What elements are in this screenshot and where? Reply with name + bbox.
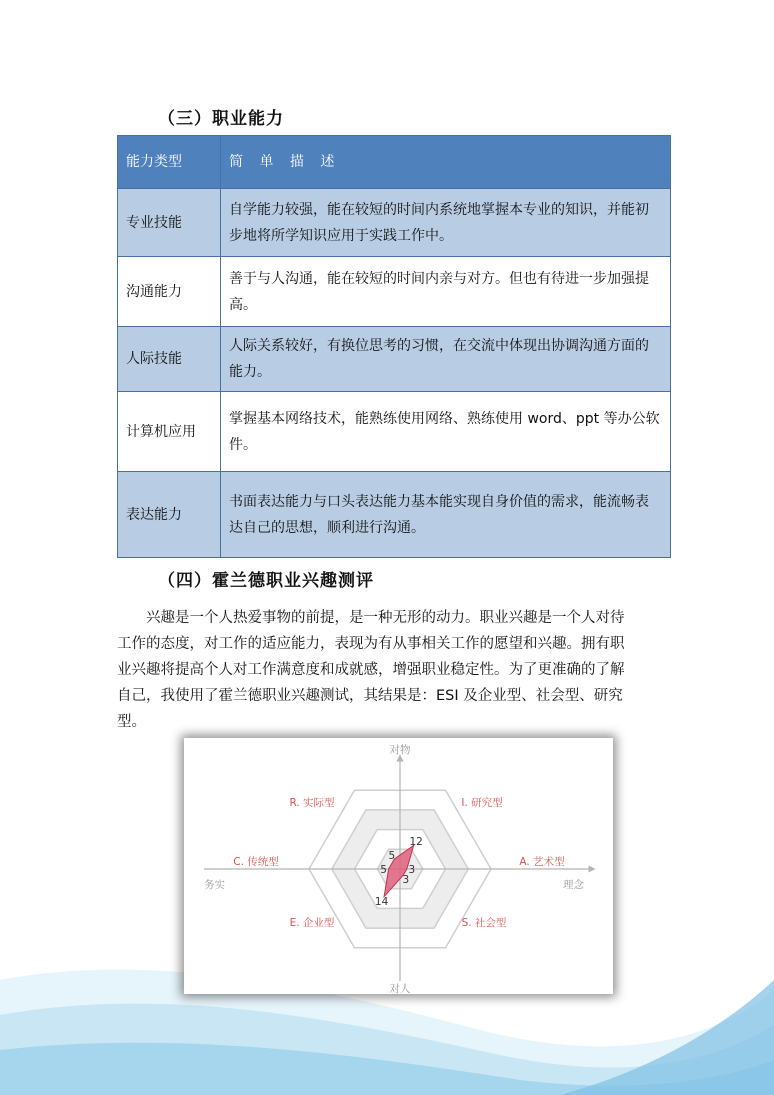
radar-value-label: 5 (380, 864, 387, 876)
axis-label-right: 理念 (563, 879, 584, 891)
header-description: 简 单 描 述 (221, 136, 671, 189)
category-label-i: I. 研究型 (461, 797, 503, 809)
ability-type-cell: 表达能力 (118, 472, 221, 558)
ability-table (117, 135, 671, 558)
radar-value-label: 3 (402, 874, 410, 887)
section-title-career-ability: （三）职业能力 (158, 109, 284, 129)
ability-desc-cell: 自学能力较强，能在较短的时间内系统地掌握本专业的知识，并能初步地将所学知识应用于实践工作中。 (221, 189, 671, 257)
section-title-holland-test: （四）霍兰德职业兴趣测评 (158, 571, 374, 591)
ability-type-cell: 沟通能力 (118, 257, 221, 327)
table-header-row (118, 136, 671, 189)
paragraph-line: 兴趣是一个人热爱事物的前提，是一种无形的动力。职业兴趣是一个人对待 (146, 610, 625, 626)
category-label-r: R. 实际型 (289, 797, 335, 809)
paragraph-line: 自己，我使用了霍兰德职业兴趣测试，其结果是：ESI 及企业型、社会型、研究 (117, 688, 623, 704)
ability-desc-cell: 善于与人沟通，能在较短的时间内亲与对方。但也有待进一步加强提高。 (221, 257, 671, 327)
ability-desc-cell: 书面表达能力与口头表达能力基本能实现自身价值的需求，能流畅表达自己的思想，顺利进行沟通。 (221, 472, 671, 558)
ability-type-cell: 人际技能 (118, 327, 221, 392)
holland-radar-chart (184, 738, 613, 994)
paragraph-line: 型。 (117, 714, 146, 730)
radar-value-label: 14 (374, 895, 389, 908)
category-label-c: C. 传统型 (233, 856, 279, 868)
category-label-a: A. 艺术型 (519, 856, 565, 868)
radar-value-label: 5 (388, 849, 396, 862)
radar-svg (184, 738, 613, 994)
radar-value-label: 3 (408, 864, 416, 876)
axis-label-left: 务实 (204, 879, 225, 891)
paragraph-line: 业兴趣将提高个人对工作满意度和成就感，增强职业稳定性。为了更准确的了解 (117, 662, 625, 678)
table-row (118, 472, 671, 558)
radar-value-label: 12 (409, 836, 423, 848)
ability-desc-cell: 人际关系较好，有换位思考的习惯，在交流中体现出协调沟通方面的能力。 (221, 327, 671, 392)
category-label-e: E. 企业型 (289, 917, 335, 929)
axis-label-bottom: 对人 (389, 983, 411, 994)
holland-paragraph (117, 605, 671, 735)
axis-label-top: 对物 (389, 744, 411, 756)
paragraph-line: 工作的态度，对工作的适应能力，表现为有从事相关工作的愿望和兴趣。拥有职 (117, 636, 625, 652)
ability-type-cell: 计算机应用 (118, 392, 221, 472)
table-row (118, 327, 671, 392)
ability-desc-cell: 掌握基本网络技术，能熟练使用网络、熟练使用 word、ppt 等办公软件。 (221, 392, 671, 472)
table-row (118, 257, 671, 327)
table-row (118, 189, 671, 257)
table-row (118, 392, 671, 472)
category-label-s: S. 社会型 (461, 917, 507, 929)
header-ability-type: 能力类型 (118, 136, 221, 189)
ability-type-cell: 专业技能 (118, 189, 221, 257)
